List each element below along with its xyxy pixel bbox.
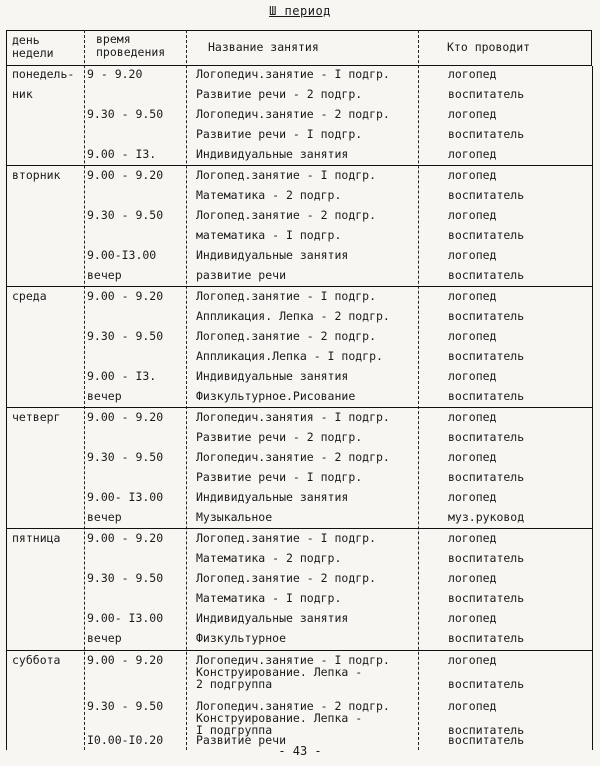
period-title: Ш период — [269, 4, 331, 18]
row-who: логопед — [448, 369, 497, 383]
row-subject: 2 подгруппа — [196, 677, 273, 691]
row-subject: Развитие речи - 2 подгр. — [196, 87, 363, 101]
row-subject: Логопедич.занятие - I подгр. — [196, 67, 390, 81]
row-who: логопед — [448, 147, 497, 161]
table-header — [6, 30, 592, 66]
row-subject: Индивидуальные занятия — [196, 248, 349, 262]
row-who: логопед — [448, 168, 497, 182]
row-time: 9.30 - 9.50 — [87, 571, 164, 585]
row-who: логопед — [448, 699, 497, 713]
row-time: 9.00 - I3. — [87, 369, 157, 383]
row-subject: Индивидуальные занятия — [196, 611, 349, 625]
row-subject: Логопедич.занятие - 2 подгр. — [196, 699, 390, 713]
row-subject: Логопедич.занятие - 2 подгр. — [196, 450, 390, 464]
header-time-line2: проведения — [96, 45, 166, 59]
row-who: логопед — [448, 67, 497, 81]
row-subject: Логопедич.занятия - I подгр. — [196, 410, 390, 424]
row-subject: Аппликация. Лепка - 2 подгр. — [196, 309, 390, 323]
row-day: среда — [12, 289, 47, 303]
column-divider-3 — [418, 30, 419, 750]
row-subject: Индивидуальные занятия — [196, 369, 349, 383]
row-who: воспитатель — [448, 127, 525, 141]
row-who: логопед — [448, 450, 497, 464]
row-subject: Логопед.занятие - I подгр. — [196, 531, 377, 545]
row-who: воспитатель — [448, 591, 525, 605]
row-subject: Развитие речи - I подгр. — [196, 470, 363, 484]
row-who: логопед — [448, 531, 497, 545]
row-subject: Физкультурное — [196, 631, 287, 645]
row-who: логопед — [448, 653, 497, 667]
row-who: муз.руковод — [448, 510, 525, 524]
row-time: 9.00 - 9.20 — [87, 289, 164, 303]
row-who: воспитатель — [448, 733, 525, 747]
row-who: воспитатель — [448, 349, 525, 363]
row-day: суббота — [12, 653, 61, 667]
row-who: логопед — [448, 611, 497, 625]
row-time: 9.00 - I3. — [87, 147, 157, 161]
row-who: воспитатель — [448, 228, 525, 242]
row-subject: Развитие речи - 2 подгр. — [196, 430, 363, 444]
row-who: логопед — [448, 571, 497, 585]
row-time: I0.00-I0.20 — [87, 733, 164, 747]
row-who: логопед — [448, 248, 497, 262]
row-subject: Математика - 2 подгр. — [196, 551, 342, 565]
row-subject: Индивидуальные занятия — [196, 147, 349, 161]
row-time: 9 - 9.20 — [87, 67, 143, 81]
row-subject: Конструирование. Лепка - — [196, 711, 363, 725]
row-time: вечер — [87, 510, 122, 524]
row-time: вечер — [87, 268, 122, 282]
row-time: вечер — [87, 389, 122, 403]
row-who: воспитатель — [448, 268, 525, 282]
row-subject: Логопед.занятие - 2 подгр. — [196, 208, 377, 222]
header-subject: Название занятия — [208, 40, 319, 54]
page-number: - 43 - — [278, 744, 322, 758]
row-subject: Аппликация.Лепка - I подгр. — [196, 349, 383, 363]
row-subject: Физкультурное.Рисование — [196, 389, 356, 403]
header-time-line1: время — [96, 32, 131, 46]
day-separator — [6, 165, 592, 166]
row-time: 9.00 - 9.20 — [87, 531, 164, 545]
row-who: воспитатель — [448, 309, 525, 323]
row-who: логопед — [448, 289, 497, 303]
row-who: воспитатель — [448, 87, 525, 101]
row-time: 9.00 - 9.20 — [87, 410, 164, 424]
row-subject: Математика - 2 подгр. — [196, 188, 342, 202]
row-subject: Логопед.занятие - 2 подгр. — [196, 329, 377, 343]
row-subject: Логопедич.занятие - I подгр. — [196, 653, 390, 667]
row-time: 9.00- I3.00 — [87, 611, 164, 625]
day-separator — [6, 286, 592, 287]
header-day-line2: недели — [12, 46, 54, 60]
row-subject: Индивидуальные занятия — [196, 490, 349, 504]
row-who: логопед — [448, 208, 497, 222]
row-subject: Развитие речи — [196, 733, 287, 747]
header-who: Кто проводит — [447, 40, 531, 54]
row-time: 9.00- I3.00 — [87, 490, 164, 504]
row-subject: Математика - I подгр. — [196, 591, 342, 605]
column-divider-1 — [84, 30, 85, 750]
row-who: воспитатель — [448, 389, 525, 403]
row-who: логопед — [448, 410, 497, 424]
row-time: 9.00 - 9.20 — [87, 653, 164, 667]
row-subject: Развитие речи - I подгр. — [196, 127, 363, 141]
row-time: 9.30 - 9.50 — [87, 450, 164, 464]
row-day: пятница — [12, 531, 61, 545]
header-day-line1: день — [12, 33, 40, 47]
row-time: 9.00-I3.00 — [87, 248, 157, 262]
day-separator — [6, 528, 592, 529]
row-who: воспитатель — [448, 631, 525, 645]
row-subject: Логопед.занятие - I подгр. — [196, 168, 377, 182]
row-day: вторник — [12, 168, 61, 182]
row-subject: I подгруппа — [196, 723, 273, 737]
row-subject: Музыкальное — [196, 510, 273, 524]
table-border-right — [592, 66, 593, 750]
row-subject: Логопед.занятие - 2 подгр. — [196, 571, 377, 585]
row-subject: Логопедич.занятие - 2 подгр. — [196, 107, 390, 121]
row-who: воспитатель — [448, 430, 525, 444]
day-separator — [6, 650, 592, 651]
row-who: воспитатель — [448, 470, 525, 484]
row-subject: Логопед.занятие - I подгр. — [196, 289, 377, 303]
row-time: 9.30 - 9.50 — [87, 699, 164, 713]
column-divider-2 — [186, 30, 187, 750]
row-day: понедель- — [12, 67, 75, 81]
row-subject: Конструирование. Лепка - — [196, 665, 363, 679]
row-day: четверг — [12, 410, 61, 424]
row-time: 9.30 - 9.50 — [87, 329, 164, 343]
row-who: воспитатель — [448, 677, 525, 691]
row-time: 9.30 - 9.50 — [87, 208, 164, 222]
day-separator — [6, 407, 592, 408]
row-who: логопед — [448, 107, 497, 121]
header-day — [12, 34, 54, 68]
header-time — [96, 33, 165, 67]
row-time: вечер — [87, 631, 122, 645]
row-who: воспитатель — [448, 188, 525, 202]
row-who: логопед — [448, 329, 497, 343]
row-day: ник — [12, 87, 33, 101]
row-who: воспитатель — [448, 723, 525, 737]
row-subject: развитие речи — [196, 268, 287, 282]
row-subject: математика - I подгр. — [196, 228, 342, 242]
row-who: логопед — [448, 490, 497, 504]
table-border-left — [6, 66, 7, 750]
row-who: воспитатель — [448, 551, 525, 565]
row-time: 9.30 - 9.50 — [87, 107, 164, 121]
row-time: 9.00 - 9.20 — [87, 168, 164, 182]
